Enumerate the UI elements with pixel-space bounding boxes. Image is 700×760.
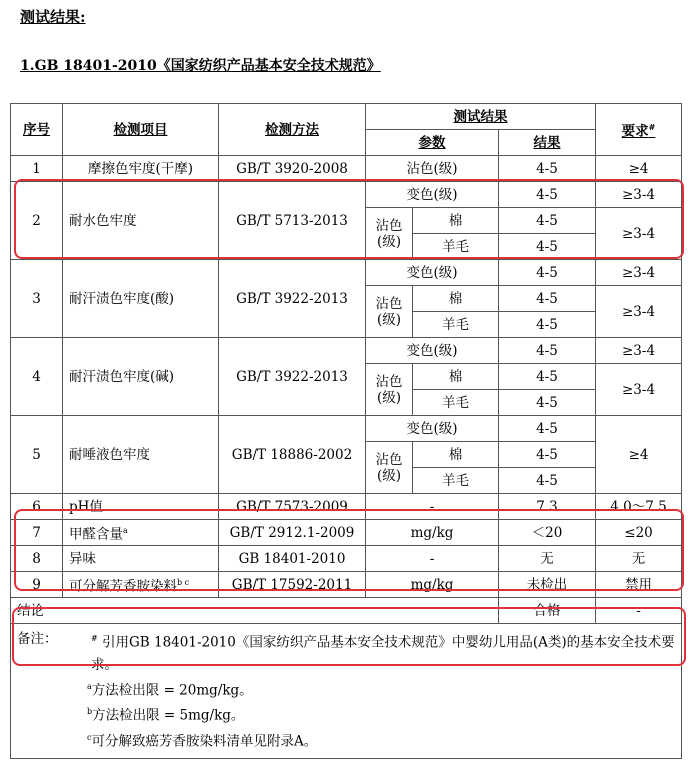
row-result: 7.3 [499, 494, 596, 520]
row-result: 无 [499, 546, 596, 572]
row-method: GB/T 18886-2002 [219, 416, 366, 494]
header-requirement: 要求# [596, 104, 682, 156]
notes-cell [11, 624, 682, 759]
header-param: 参数 [366, 130, 499, 156]
row-result: ＜20 [499, 520, 596, 546]
header-item: 检测项目 [63, 104, 219, 156]
row-result: 4-5 [499, 182, 596, 208]
conclusion-req: - [596, 598, 682, 624]
row-param-stain: 沾色 (级) [366, 208, 413, 260]
notes-text: # 引用GB 18401-2010《国家纺织产品基本安全技术规范》中婴幼儿用品(A类)的基本安全技术要求。 [91, 634, 675, 673]
page-title: 测试结果: [20, 8, 86, 26]
row-param-stain: 沾色 (级) [366, 364, 413, 416]
row-param: mg/kg [366, 520, 499, 546]
row-param-change: 变色(级) [366, 416, 499, 442]
row-method: GB 18401-2010 [219, 546, 366, 572]
row-req: ≥3-4 [596, 182, 682, 208]
row-method: GB/T 3922-2013 [219, 338, 366, 416]
notes-label: 备注： [17, 631, 58, 647]
row-seq: 9 [11, 572, 63, 598]
row-req: ≥4 [596, 416, 682, 494]
table-row [11, 338, 682, 364]
row-param-cotton: 棉 [413, 442, 499, 468]
row-item: 甲醛含量$^a$ [63, 520, 219, 546]
row-req: ≤20 [596, 520, 682, 546]
row-method: GB/T 2912.1-2009 [219, 520, 366, 546]
footnote: $^c$可分解致癌芳香胺染料清单见附录A。 [87, 732, 318, 749]
row-req: 无 [596, 546, 682, 572]
row-param-cotton: 棉 [413, 364, 499, 390]
standard-title: 1.GB 18401-2010《国家纺织产品基本安全技术规范》 [20, 58, 381, 74]
row-item: 异味 [63, 546, 219, 572]
table-row [11, 156, 682, 182]
row-req: 4.0～7.5 [596, 494, 682, 520]
row-seq: 6 [11, 494, 63, 520]
row-seq: 5 [11, 416, 63, 494]
row-method: GB/T 3920-2008 [219, 156, 366, 182]
row-param-change: 变色(级) [366, 338, 499, 364]
row-item: 耐唾液色牢度 [63, 416, 219, 494]
row-req: ≥3-4 [596, 260, 682, 286]
row-result: 4-5 [499, 260, 596, 286]
row-param-change: 变色(级) [366, 260, 499, 286]
row-param-wool: 羊毛 [413, 234, 499, 260]
test-result-table [10, 103, 682, 759]
table-row [11, 494, 682, 520]
row-item: 耐汗渍色牢度(碱) [63, 338, 219, 416]
conclusion-result: 合格 [499, 598, 596, 624]
row-item: 可分解芳香胺染料$^{b c}$ [63, 572, 219, 598]
row-param-stain: 沾色 (级) [366, 286, 413, 338]
row-req: ≥3-4 [596, 286, 682, 338]
row-param: mg/kg [366, 572, 499, 598]
table-row [11, 260, 682, 286]
row-item: 摩擦色牢度(干摩) [63, 156, 219, 182]
row-param-change: 变色(级) [366, 182, 499, 208]
footnote: $^a$方法检出限 = 20mg/kg。 [87, 681, 253, 698]
row-result: 4-5 [499, 416, 596, 442]
row-seq: 1 [11, 156, 63, 182]
row-param: 沾色(级) [366, 156, 499, 182]
conclusion-row [11, 598, 682, 624]
table-row [11, 520, 682, 546]
row-result: 4-5 [499, 468, 596, 494]
row-result: 未检出 [499, 572, 596, 598]
row-result: 4-5 [499, 286, 596, 312]
row-item: pH值 [63, 494, 219, 520]
row-seq: 2 [11, 182, 63, 260]
row-req: ≥4 [596, 156, 682, 182]
header-result: 结果 [499, 130, 596, 156]
row-result: 4-5 [499, 312, 596, 338]
row-result: 4-5 [499, 338, 596, 364]
row-result: 4-5 [499, 234, 596, 260]
row-param-cotton: 棉 [413, 208, 499, 234]
requirement-mark: # [648, 122, 656, 133]
row-method: GB/T 5713-2013 [219, 182, 366, 260]
row-param: - [366, 494, 499, 520]
row-result: 4-5 [499, 390, 596, 416]
row-param: - [366, 546, 499, 572]
row-seq: 7 [11, 520, 63, 546]
row-result: 4-5 [499, 364, 596, 390]
table-row [11, 182, 682, 208]
header-method: 检测方法 [219, 104, 366, 156]
row-seq: 8 [11, 546, 63, 572]
row-seq: 3 [11, 260, 63, 338]
row-req: ≥3-4 [596, 338, 682, 364]
notes-row [11, 624, 682, 759]
row-method: GB/T 17592-2011 [219, 572, 366, 598]
row-result: 4-5 [499, 442, 596, 468]
table-row [11, 416, 682, 442]
row-req: 禁用 [596, 572, 682, 598]
row-result: 4-5 [499, 208, 596, 234]
row-seq: 4 [11, 338, 63, 416]
table-row [11, 572, 682, 598]
row-req: ≥3-4 [596, 364, 682, 416]
row-param-cotton: 棉 [413, 286, 499, 312]
row-method: GB/T 3922-2013 [219, 260, 366, 338]
header-test-result: 测试结果 [366, 104, 596, 130]
row-param-wool: 羊毛 [413, 312, 499, 338]
row-method: GB/T 7573-2009 [219, 494, 366, 520]
table-row [11, 546, 682, 572]
header-seq: 序号 [11, 104, 63, 156]
row-req: ≥3-4 [596, 208, 682, 260]
row-item: 耐水色牢度 [63, 182, 219, 260]
row-param-stain: 沾色 (级) [366, 442, 413, 494]
conclusion-label: 结论 [11, 598, 499, 624]
footnote: $^b$方法检出限 = 5mg/kg。 [87, 707, 245, 724]
row-item: 耐汗渍色牢度(酸) [63, 260, 219, 338]
row-result: 4-5 [499, 156, 596, 182]
row-param-wool: 羊毛 [413, 468, 499, 494]
row-param-wool: 羊毛 [413, 390, 499, 416]
